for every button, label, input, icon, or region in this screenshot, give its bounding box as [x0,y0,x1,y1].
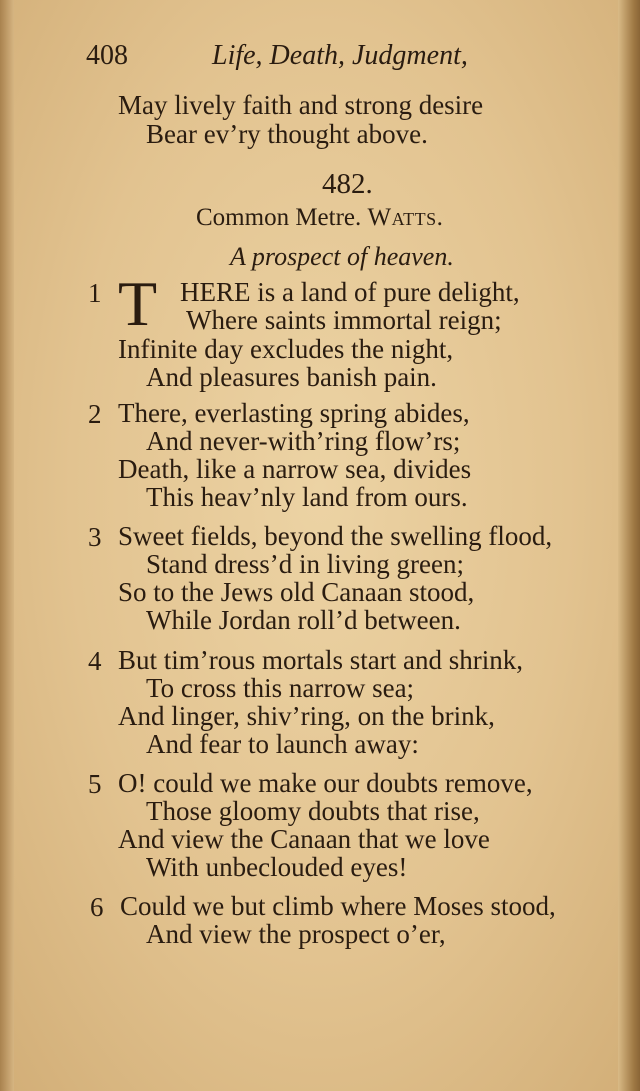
verse-line: So to the Jews old Canaan stood, [118,577,475,607]
stanza-number: 4 [88,646,102,676]
verse-line: To cross this narrow sea; [146,673,415,703]
stanza-number: 2 [88,399,102,429]
carryover-line-2: Bear ev’ry thought above. [146,119,428,149]
hymn-subtitle: A prospect of heaven. [230,242,454,271]
verse-line: Those gloomy doubts that rise, [146,796,480,826]
stanza-number: 6 [90,892,104,922]
verse-line: And linger, shiv’ring, on the brink, [118,701,495,731]
running-title: Life, Death, Judgment, [212,40,468,71]
stanza-number: 3 [88,522,102,552]
verse-line: And fear to launch away: [146,729,419,759]
verse-line: With unbeclouded eyes! [146,852,408,882]
verse-line: Infinite day excludes the night, [118,334,454,364]
verse-line: But tim’rous mortals start and shrink, [118,645,523,675]
hymn-meter-line [196,204,443,232]
verse-line: Could we but climb where Moses stood, [120,891,556,921]
stanza-number: 5 [88,769,102,799]
hymn-author: Watts. [367,204,444,231]
verse-line: This heav’nly land from ours. [146,482,468,512]
verse-line: Sweet fields, beyond the swelling flood, [118,521,553,551]
stanza-number: 1 [88,278,102,308]
verse-line: And view the prospect o’er, [146,919,446,949]
page-edge-right [618,0,640,1091]
carryover-line-1: May lively faith and strong desire [118,90,484,120]
drop-cap: T [118,268,158,339]
verse-line: And never-with’ring flow’rs; [146,426,461,456]
page-edge-left [0,0,14,1091]
page-number: 408 [86,40,128,71]
verse-line: And pleasures banish pain. [146,362,437,392]
verse-line: O! could we make our doubts remove, [118,768,533,798]
verse-line: While Jordan roll’d between. [146,605,461,635]
verse-line: Death, like a narrow sea, divides [118,454,472,484]
verse-line: There, everlasting spring abides, [118,398,470,428]
hymn-meter: Common Metre. [196,204,362,231]
verse-line: And view the Canaan that we love [118,824,490,854]
verse-line: Where saints immortal reign; [186,305,502,335]
verse-line: HERE is a land of pure delight, [180,277,520,307]
hymn-number: 482. [322,168,373,200]
verse-line: Stand dress’d in living green; [146,549,464,579]
